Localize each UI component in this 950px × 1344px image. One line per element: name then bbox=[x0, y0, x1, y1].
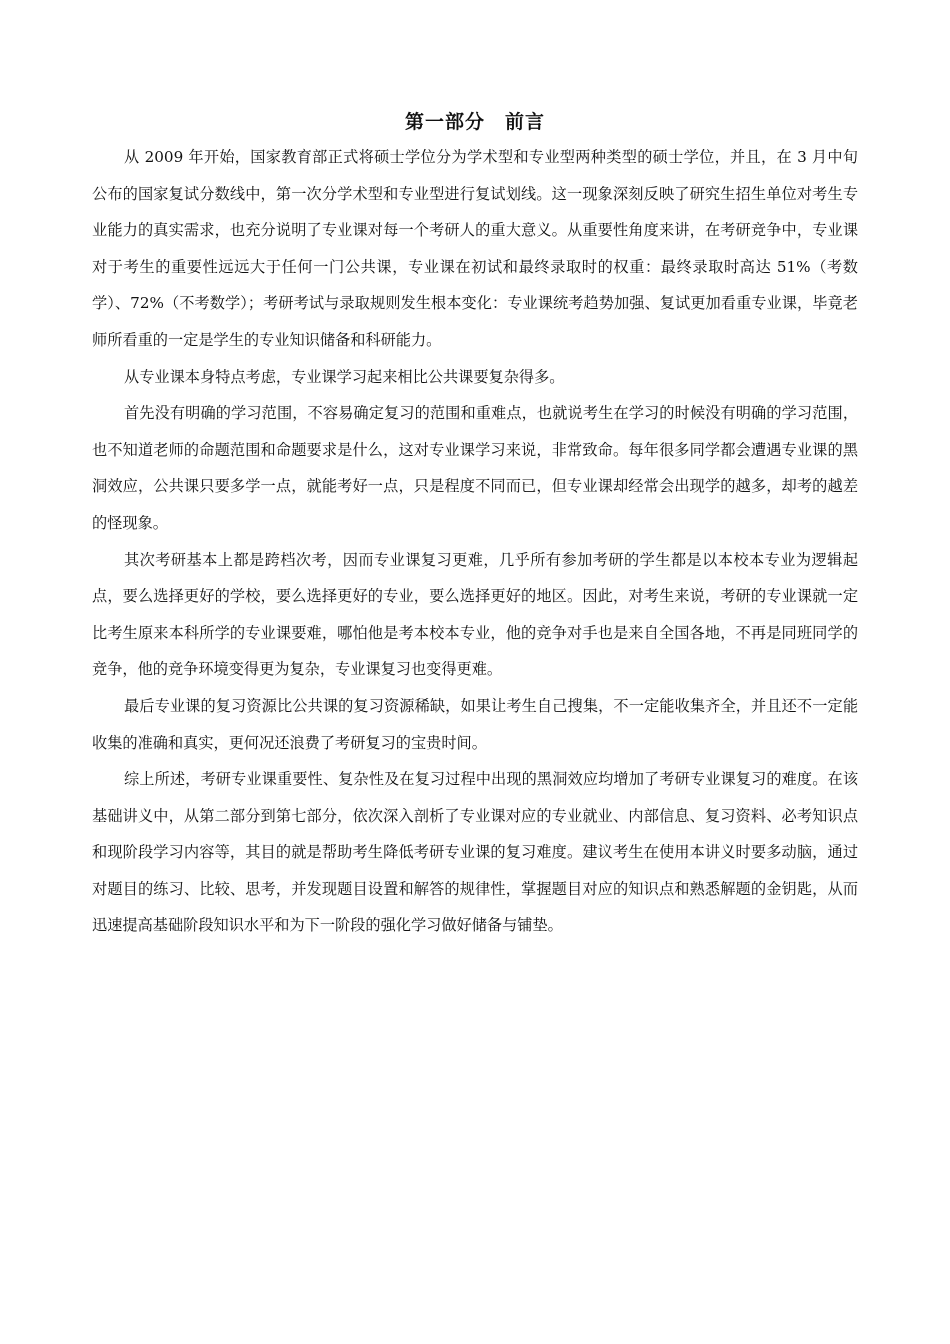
paragraph-summary: 综上所述，考研专业课重要性、复杂性及在复习过程中出现的黑洞效应均增加了考研专业课复习的难度。在该基础讲义中，从第二部分到第七部分，依次深入剖析了专业课对应的专业就业、内部信息、复习资料、必考知识点和现阶段学习内容等，其目的就是帮助考生降低考研专业课的复习难度。建议考生在使用本讲义时要多动脑，通过对题目的练习、比较、思考，并发现题目设置和解答的规律性，掌握题目对应的知识点和熟悉解题的金钥匙，从而迅速提高基础阶段知识水平和为下一阶段的强化学习做好储备与铺垫。 bbox=[92, 770, 858, 935]
paragraph-first-point: 首先没有明确的学习范围，不容易确定复习的范围和重难点，也就说考生在学习的时候没有明确的学习范围，也不知道老师的命题范围和命题要求是什么，这对专业课学习来说，非常致命。每年很多同学都会遭遇专业课的黑洞效应，公共课只要多学一点，就能考好一点，只是程度不同而已，但专业课却经常会出现学的越多，却考的越差的怪现象。 bbox=[92, 404, 858, 532]
document-page bbox=[92, 108, 858, 944]
paragraph-third-point: 最后专业课的复习资源比公共课的复习资源稀缺，如果让考生自己搜集，不一定能收集齐全，并且还不一定能收集的准确和真实，更何况还浪费了考研复习的宝贵时间。 bbox=[92, 696, 858, 752]
paragraph-second-point: 其次考研基本上都是跨档次考，因而专业课复习更难，几乎所有参加考研的学生都是以本校本专业为逻辑起点，要么选择更好的学校，要么选择更好的专业，要么选择更好的地区。因此，对考生来说，考研的专业课就一定比考生原来本科所学的专业课要难，哪怕他是考本校本专业，他的竞争对手也是来自全国各地，不再是同班同学的竞争，他的竞争环境变得更为复杂，专业课复习也变得更难。 bbox=[92, 550, 858, 679]
page-title: 第一部分 前言 bbox=[404, 111, 545, 133]
paragraph-intro: 从 2009 年开始，国家教育部正式将硕士学位分为学术型和专业型两种类型的硕士学位，并且，在 3 月中旬公布的国家复试分数线中，第一次分学术型和专业型进行复试划线。这一现象深刻反映了研究生招生单位对考生专业能力的真实需求，也充分说明了专业课对每一个考研人的重大意义。从重要性角度来讲，在考研竞争中，专业课对于考生的重要性远远大于任何一门公共课，专业课在初试和最终录取时的权重：最终录取时高达 51%（考数学）、72%（不考数学）；考研考试与录取规则发生根本变化：专业课统考趋势加强、复试更加看重专业课，毕竟老师所看重的一定是学生的专业知识储备和科研能力。 bbox=[92, 148, 858, 349]
paragraph-characteristics: 从专业课本身特点考虑，专业课学习起来相比公共课要复杂得多。 bbox=[124, 367, 565, 386]
